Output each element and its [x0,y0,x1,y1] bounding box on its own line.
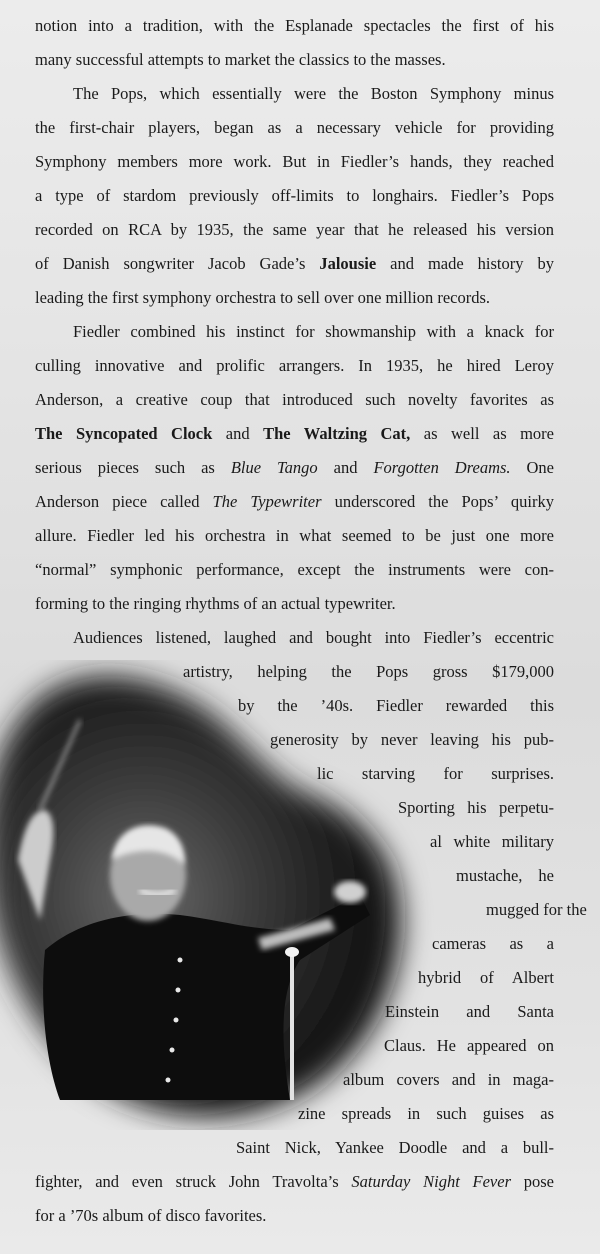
italic-title: Forgotten Dreams. [373,458,511,477]
text-span: many successful attempts to market the classics to the masses. [35,50,446,69]
text-line [73,322,554,342]
text-span: and [317,458,374,477]
text-line [183,662,554,682]
text-line [385,1002,554,1022]
text-span: Audiences listened, laughed and bought into Fiedler’s eccentric [73,628,554,647]
text-line [35,50,554,70]
text-line [73,628,554,648]
text-line [35,458,554,478]
text-span: Fiedler combined his instinct for showmanship with a knack for [73,322,554,341]
text-line [35,186,554,206]
text-span: fighter, and even struck John Travolta’s [35,1172,352,1191]
text-span: Saint Nick, Yankee Doodle and a bull- [236,1138,554,1157]
text-line [430,832,554,852]
text-span: as well as more [410,424,554,443]
italic-title: Saturday Night Fever [351,1172,511,1191]
bold-title: The Waltzing Cat, [263,424,411,443]
bold-title: The Syncopated Clock [35,424,213,443]
text-span: “normal” symphonic performance, except the instruments were con- [35,560,554,579]
italic-title: The Typewriter [212,492,322,511]
text-span: mustache, he [456,866,554,885]
text-span: One [510,458,554,477]
text-line [456,866,554,886]
bold-title: Jalousie [319,254,377,273]
text-line [238,696,554,716]
text-span: by the ’40s. Fiedler rewarded this [238,696,554,715]
text-span: Symphony members more work. But in Fiedler’s hands, they reached [35,152,554,171]
text-line [236,1138,554,1158]
text-span: for a ’70s album of disco favorites. [35,1206,267,1225]
text-line [398,798,554,818]
text-span: album covers and in maga- [343,1070,554,1089]
text-span: a type of stardom previously off-limits to longhairs. Fiedler’s Pops [35,186,554,205]
text-line [73,84,554,104]
text-line [35,152,554,172]
text-span: allure. Fiedler led his orchestra in what seemed to be just one more [35,526,554,545]
text-line [317,764,554,784]
text-line [486,900,587,920]
text-line [35,526,554,546]
text-span: leading the first symphony orchestra to sell over one million records. [35,288,491,307]
text-line [35,424,554,444]
text-span: al white military [430,832,554,851]
text-span: of Danish songwriter Jacob Gade’s [35,254,320,273]
text-line [384,1036,554,1056]
text-span: Einstein and Santa [385,1002,554,1021]
text-span: pose [511,1172,554,1191]
text-span: cameras as a [432,934,554,953]
text-line [35,390,554,410]
text-line [298,1104,554,1124]
text-span: and made history by [376,254,554,273]
text-span: Anderson piece called [35,492,213,511]
text-span: hybrid of Albert [418,968,554,987]
text-span: artistry, helping the Pops gross $179,000 [183,662,554,681]
text-line [35,356,554,376]
text-line [432,934,554,954]
text-span: lic starving for surprises. [317,764,554,783]
text-span: the first-chair players, began as a necessary vehicle for providing [35,118,554,137]
italic-title: Blue Tango [230,458,318,477]
text-span: Anderson, a creative coup that introduced such novelty favorites as [35,390,554,409]
text-line [35,16,554,36]
text-line [418,968,554,988]
text-line [35,1172,554,1192]
text-line [35,288,554,308]
text-line [270,730,554,750]
text-span: Claus. He appeared on [384,1036,554,1055]
text-line [35,118,554,138]
text-span: culling innovative and prolific arrangers. In 1935, he hired Leroy [35,356,554,375]
text-span: Sporting his perpetu- [398,798,554,817]
text-span: The Pops, which essentially were the Boston Symphony minus [73,84,554,103]
text-line [35,1206,554,1226]
text-span: serious pieces such as [35,458,231,477]
text-span: generosity by never leaving his pub- [270,730,554,749]
text-line [35,594,554,614]
text-span: underscored the Pops’ quirky [321,492,554,511]
text-line [35,560,554,580]
text-span: mugged for the [486,900,587,919]
text-span: zine spreads in such guises as [298,1104,554,1123]
text-span: forming to the ringing rhythms of an actual typewriter. [35,594,396,613]
text-line [343,1070,554,1090]
text-span: notion into a tradition, with the Esplanade spectacles the first of his [35,16,554,35]
text-line [35,492,554,512]
text-span: recorded on RCA by 1935, the same year that he released his version [35,220,554,239]
text-line [35,254,554,274]
text-line [35,220,554,240]
text-span: and [212,424,264,443]
